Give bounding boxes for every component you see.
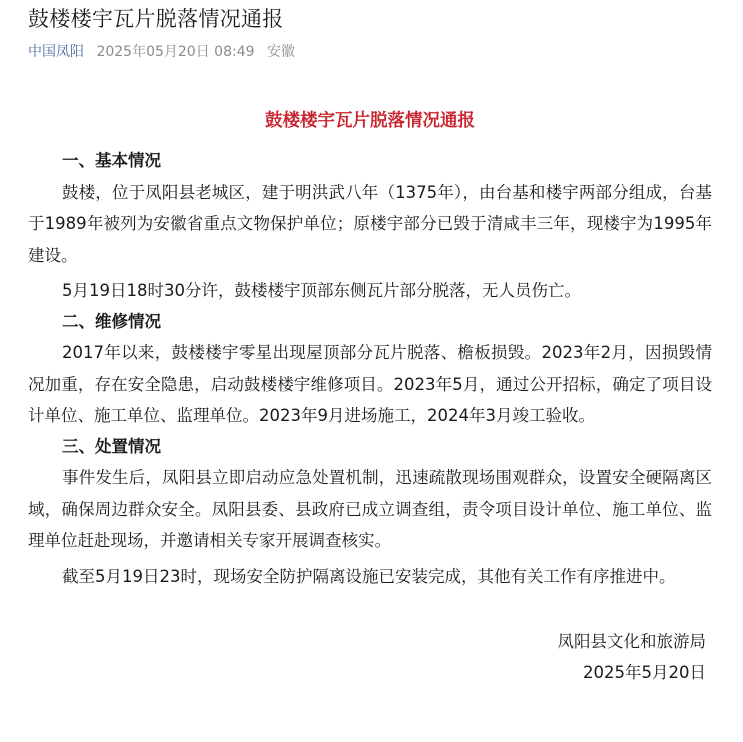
publish-datetime: 2025年05月20日 08:49 — [96, 44, 255, 60]
section-repair-info — [28, 307, 712, 432]
paragraph: 5月19日18时30分许，鼓楼楼宇顶部东侧瓦片部分脱落，无人员伤亡。 — [62, 281, 581, 300]
article-meta — [28, 42, 718, 62]
paragraph: 鼓楼，位于凤阳县老城区，建于明洪武八年（1375年），由台基和楼宇两部分组成，台基于1989年被列为安徽省重点文物保护单位；原楼宇部分已毁于清咸丰三年，现楼宇为1995年建设。 — [28, 182, 712, 265]
signature-date: 2025年5月20日 — [583, 663, 706, 682]
article-title: 鼓楼楼宇瓦片脱落情况通报 — [265, 111, 475, 131]
signature-block — [28, 626, 712, 688]
paragraph: 截至5月19日23时，现场安全防护隔离设施已安装完成，其他有关工作有序推进中。 — [62, 566, 676, 586]
section-basic-info — [28, 146, 712, 307]
paragraph: 事件发生后，凤阳县立即启动应急处置机制，迅速疏散现场围观群众，设置安全硬隔离区域，确保周边群众安全。凤阳县委、县政府已成立调查组，责令项目设计单位、施工单位、监理单位赶赴现场，并邀请相关专家开展调查核实。 — [28, 468, 712, 550]
paragraph: 2017年以来，鼓楼楼宇零星出现屋顶部分瓦片脱落、檐板损毁。2023年2月，因损毁情况加重，存在安全隐患，启动鼓楼楼宇维修项目。2023年5月，通过公开招标，确定了项目设计单位、施工单位、监理单位。2023年9月进场施工，2024年3月竣工验收。 — [28, 343, 712, 425]
article-body — [28, 106, 712, 688]
source-link[interactable]: 中国凤阳 — [28, 44, 84, 60]
section-heading: 一、基本情况 — [62, 151, 161, 170]
article-header — [28, 0, 718, 62]
publish-location: 安徽 — [266, 44, 295, 60]
section-handling-info — [28, 432, 712, 593]
page-title: 鼓楼楼宇瓦片脱落情况通报 — [28, 7, 284, 31]
section-heading: 二、维修情况 — [62, 311, 161, 331]
section-heading: 三、处置情况 — [62, 436, 161, 456]
signature-org: 凤阳县文化和旅游局 — [557, 632, 706, 651]
